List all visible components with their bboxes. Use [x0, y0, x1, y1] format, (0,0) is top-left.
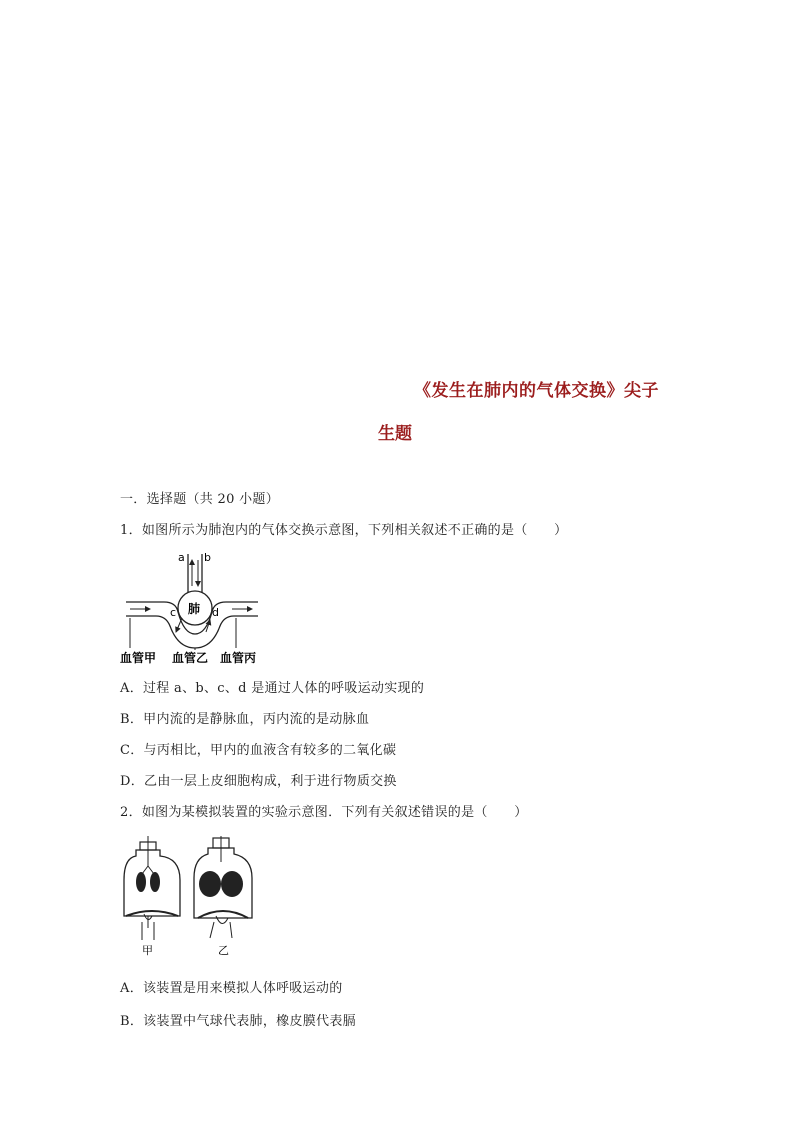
section-heading: 一．选择题（共 20 小题）: [120, 492, 280, 507]
label-b: b: [204, 551, 211, 564]
label-vessel-1: 血管甲: [120, 651, 157, 665]
question-1-option-a: A．过程 a、b、c、d 是通过人体的呼吸运动实现的: [120, 681, 425, 696]
alveolus-gas-exchange-diagram: [118, 546, 268, 668]
question-1-option-b: B．甲内流的是静脉血，丙内流的是动脉血: [120, 712, 370, 727]
label-vessel-3: 血管丙: [220, 651, 257, 665]
question-2-option-a: A．该装置是用来模拟人体呼吸运动的: [120, 981, 343, 996]
document-title-line-2: 生题: [378, 424, 412, 444]
question-1-stem: 1．如图所示为肺泡内的气体交换示意图，下列相关叙述不正确的是（ ）: [120, 523, 568, 538]
label-lung: 肺: [188, 602, 201, 616]
question-2-stem: 2．如图为某模拟装置的实验示意图．下列有关叙述错误的是（ ）: [120, 805, 528, 820]
question-2-option-b: B．该装置中气球代表肺，橡皮膜代表膈: [120, 1014, 356, 1029]
bell-jar-model-diagram: [118, 836, 258, 960]
label-vessel-2: 血管乙: [172, 651, 209, 665]
label-c: c: [170, 606, 177, 619]
label-jar-right: 乙: [218, 944, 229, 957]
question-1-option-c: C．与丙相比，甲内的血液含有较多的二氧化碳: [120, 743, 397, 758]
label-d: d: [212, 606, 219, 619]
label-jar-left: 甲: [142, 944, 153, 957]
label-a: a: [178, 551, 185, 564]
document-title-line-1: 《发生在肺内的气体交换》尖子: [414, 381, 659, 401]
bell-jar-right: [194, 836, 252, 957]
question-1-option-d: D．乙由一层上皮细胞构成，利于进行物质交换: [120, 774, 397, 789]
bell-jar-left: [124, 836, 180, 957]
